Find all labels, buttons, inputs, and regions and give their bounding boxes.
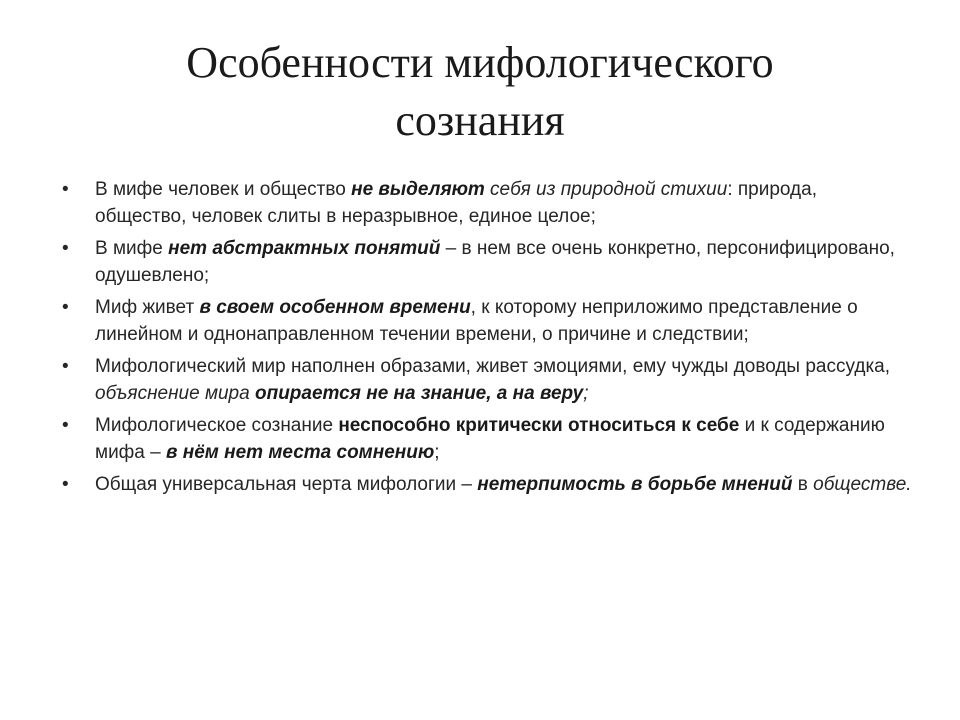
bullet-text-segment: Мифологический мир наполнен образами, живет эмоциями, ему чужды доводы рассудка, <box>95 356 891 377</box>
bullet-dot-icon: • <box>62 356 69 377</box>
bullet-text-segment: в нём нет места сомнению <box>166 442 435 463</box>
bullet-list <box>62 176 912 503</box>
bullet-text-segment: ; <box>583 383 589 404</box>
bullet-text-segment: в своем особенном времени <box>199 297 471 318</box>
bullet-text-segment: нетерпимость в борьбе мнений <box>477 474 793 495</box>
bullet-item <box>62 353 912 407</box>
bullet-text-segment: : природа, общество, человек слиты в неразрывное, единое целое; <box>95 179 817 227</box>
bullet-text-segment: – в нем все очень конкретно, персонифицировано, одушевлено; <box>95 238 895 286</box>
bullet-item <box>62 412 912 466</box>
bullet-item <box>62 471 912 498</box>
bullet-text-segment: Общая универсальная черта мифологии – <box>95 474 478 495</box>
slide-title: Особенности мифологического сознания <box>186 38 774 145</box>
bullet-item <box>62 235 912 289</box>
bullet-text-segment: обществе. <box>813 474 912 495</box>
bullet-text-segment: опирается не на знание, а на веру <box>254 383 584 404</box>
bullet-text-segment: объяснение мира <box>95 383 255 404</box>
bullet-item <box>62 294 912 348</box>
bullet-text-segment: и к содержанию мифа – <box>95 415 885 463</box>
bullet-dot-icon: • <box>62 238 69 259</box>
bullet-dot-icon: • <box>62 415 69 436</box>
bullet-text-segment: ; <box>434 442 440 463</box>
bullet-text-segment: в <box>792 474 814 495</box>
bullet-item <box>62 176 912 230</box>
bullet-text-segment: , к которому неприложимо представление о линейном и однонаправленном течении времени, о причине и следствии; <box>95 297 858 345</box>
bullet-dot-icon: • <box>62 297 69 318</box>
bullet-dot-icon: • <box>62 474 69 495</box>
bullet-text-segment: себя из природной стихии <box>484 179 728 200</box>
bullet-text-segment: В мифе человек и общество <box>95 179 352 200</box>
bullet-text-segment: нет абстрактных понятий <box>168 238 441 259</box>
bullet-text-segment: не выделяют <box>351 179 485 200</box>
bullet-text-segment: Мифологическое сознание <box>95 415 339 436</box>
bullet-text-segment: неспособно критически относиться к себе <box>338 415 740 436</box>
bullet-dot-icon: • <box>62 179 69 200</box>
bullet-text-segment: Миф живет <box>95 297 200 318</box>
bullet-text-segment: В мифе <box>95 238 169 259</box>
